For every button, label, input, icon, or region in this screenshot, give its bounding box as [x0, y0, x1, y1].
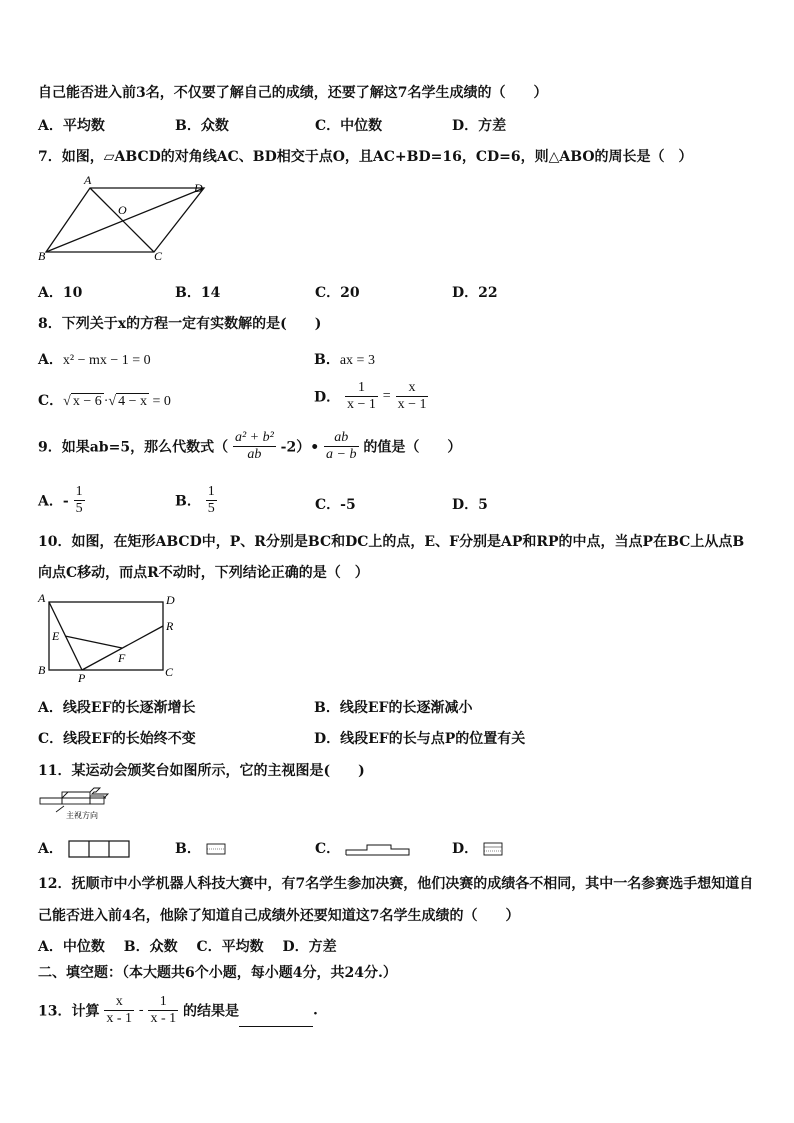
q10-option-d[interactable]: D．线段EF的长与点P的位置有关: [314, 731, 526, 747]
q10-option-b[interactable]: B．线段EF的长逐渐减小: [314, 700, 473, 716]
q9-option-c[interactable]: C．-5: [315, 497, 356, 513]
q6-option-c[interactable]: C．中位数: [315, 118, 383, 134]
q7-option-c[interactable]: C．20: [315, 285, 360, 301]
q10-label-p: P: [78, 671, 86, 684]
q10-label-r: R: [166, 619, 174, 633]
q7-parallelogram-figure: [34, 174, 214, 264]
q11-option-a[interactable]: A．: [38, 838, 130, 858]
q11-podium-figure: [36, 784, 116, 824]
q8-option-b[interactable]: B．ax = 3: [314, 352, 375, 368]
q8-option-c[interactable]: C．√ x − 6 ·√ 4 − x = 0: [38, 393, 171, 409]
q9-option-d[interactable]: D．5: [452, 497, 488, 513]
q10-option-a[interactable]: A．线段EF的长逐渐增长: [38, 700, 196, 716]
q10-label-c: C: [165, 665, 174, 679]
q10-label-d: D: [166, 593, 175, 607]
q8-option-a-expr: x² − mx − 1 = 0: [62, 353, 151, 368]
q7-stem: 7．如图，▱ABCD的对角线AC、BD相交于点O，且AC+BD=16，CD=6，则△ABO的周长是（ ）: [38, 149, 693, 165]
q10-rectangle-figure: [34, 588, 184, 684]
q7-label-d: D: [194, 181, 203, 195]
q10-stem-line1: 10．如图，在矩形ABCD中，P、R分别是BC和DC上的点，E、F分别是AP和RP的中点，当点P在BC上从点B: [38, 534, 745, 550]
q10-label-b: B: [38, 663, 46, 677]
q8-option-d[interactable]: D． $\frac{1}{x - 1}$ = $\frac{x}{x - 1}$: [314, 380, 427, 412]
q8-option-a[interactable]: A．x² − mx − 1 = 0: [38, 352, 151, 368]
q11-option-c[interactable]: C．: [315, 838, 411, 858]
q13-stem: 13．计算 $\frac{x}{x - 1}$ - $\frac{1}{x - 1}$ 的结果是 .: [38, 994, 318, 1026]
q11-option-b-drawing: [206, 843, 226, 855]
q7-option-d[interactable]: D．22: [452, 285, 498, 301]
q9-option-a[interactable]: A．- $\frac{1}{5}$: [38, 484, 83, 516]
q7-label-c: C: [154, 249, 163, 263]
q9-stem: 9．如果ab=5，那么代数式（ $\frac{\text{a² + b²}}{ab}$ -2）• $\frac{ab}{a - b}$ 的值是（ ）: [38, 430, 462, 462]
q6-option-a[interactable]: A．平均数: [38, 118, 105, 134]
q10-label-f: F: [118, 651, 126, 665]
q6-tail-stem: 自己能否进入前3名，不仅要了解自己的成绩，还要了解这7名学生成绩的（ ）: [38, 85, 548, 101]
q13-answer-blank[interactable]: [239, 1012, 313, 1027]
section-2-title: 二、填空题：（本大题共6个小题，每小题4分，共24分.）: [38, 965, 397, 981]
q11-option-b[interactable]: B．: [175, 838, 226, 858]
q10-label-a: A: [38, 591, 46, 605]
q8-stem: 8．下列关于x的方程一定有实数解的是( ): [38, 316, 322, 332]
q7-option-b[interactable]: B．14: [175, 285, 221, 301]
q7-label-o: O: [118, 203, 127, 217]
q6-option-b[interactable]: B．众数: [175, 118, 229, 134]
q12-stem-line1: 12．抚顺市中小学机器人科技大赛中，有7名学生参加决赛，他们决赛的成绩各不相同，其中一名参赛选手想知道自: [38, 876, 754, 892]
q12-stem-line2: 己能否进入前4名，他除了知道自己成绩外还要知道这7名学生成绩的（ ）: [38, 908, 520, 924]
q11-caption: 主视方向: [66, 811, 98, 820]
q7-option-a[interactable]: A．10: [38, 285, 83, 301]
q10-label-e: E: [52, 629, 60, 643]
q11-option-d-drawing: [483, 842, 503, 856]
q12-options[interactable]: A．中位数 B．众数 C．平均数 D．方差: [38, 939, 337, 955]
q11-option-a-drawing: [68, 840, 130, 858]
q10-stem-line2: 向点C移动，而点R不动时，下列结论正确的是（ ）: [38, 565, 369, 581]
q7-label-b: B: [38, 249, 46, 263]
q7-label-a: A: [84, 174, 92, 187]
q8-option-b-expr: ax = 3: [339, 353, 375, 368]
q9-option-b[interactable]: B． $\frac{1}{5}$: [175, 484, 215, 516]
q6-option-d[interactable]: D．方差: [452, 118, 507, 134]
q11-option-d[interactable]: D．: [452, 838, 503, 858]
q11-stem: 11．某运动会颁奖台如图所示，它的主视图是( ): [38, 763, 365, 779]
q11-option-c-drawing: [345, 842, 411, 856]
q10-option-c[interactable]: C．线段EF的长始终不变: [38, 731, 196, 747]
